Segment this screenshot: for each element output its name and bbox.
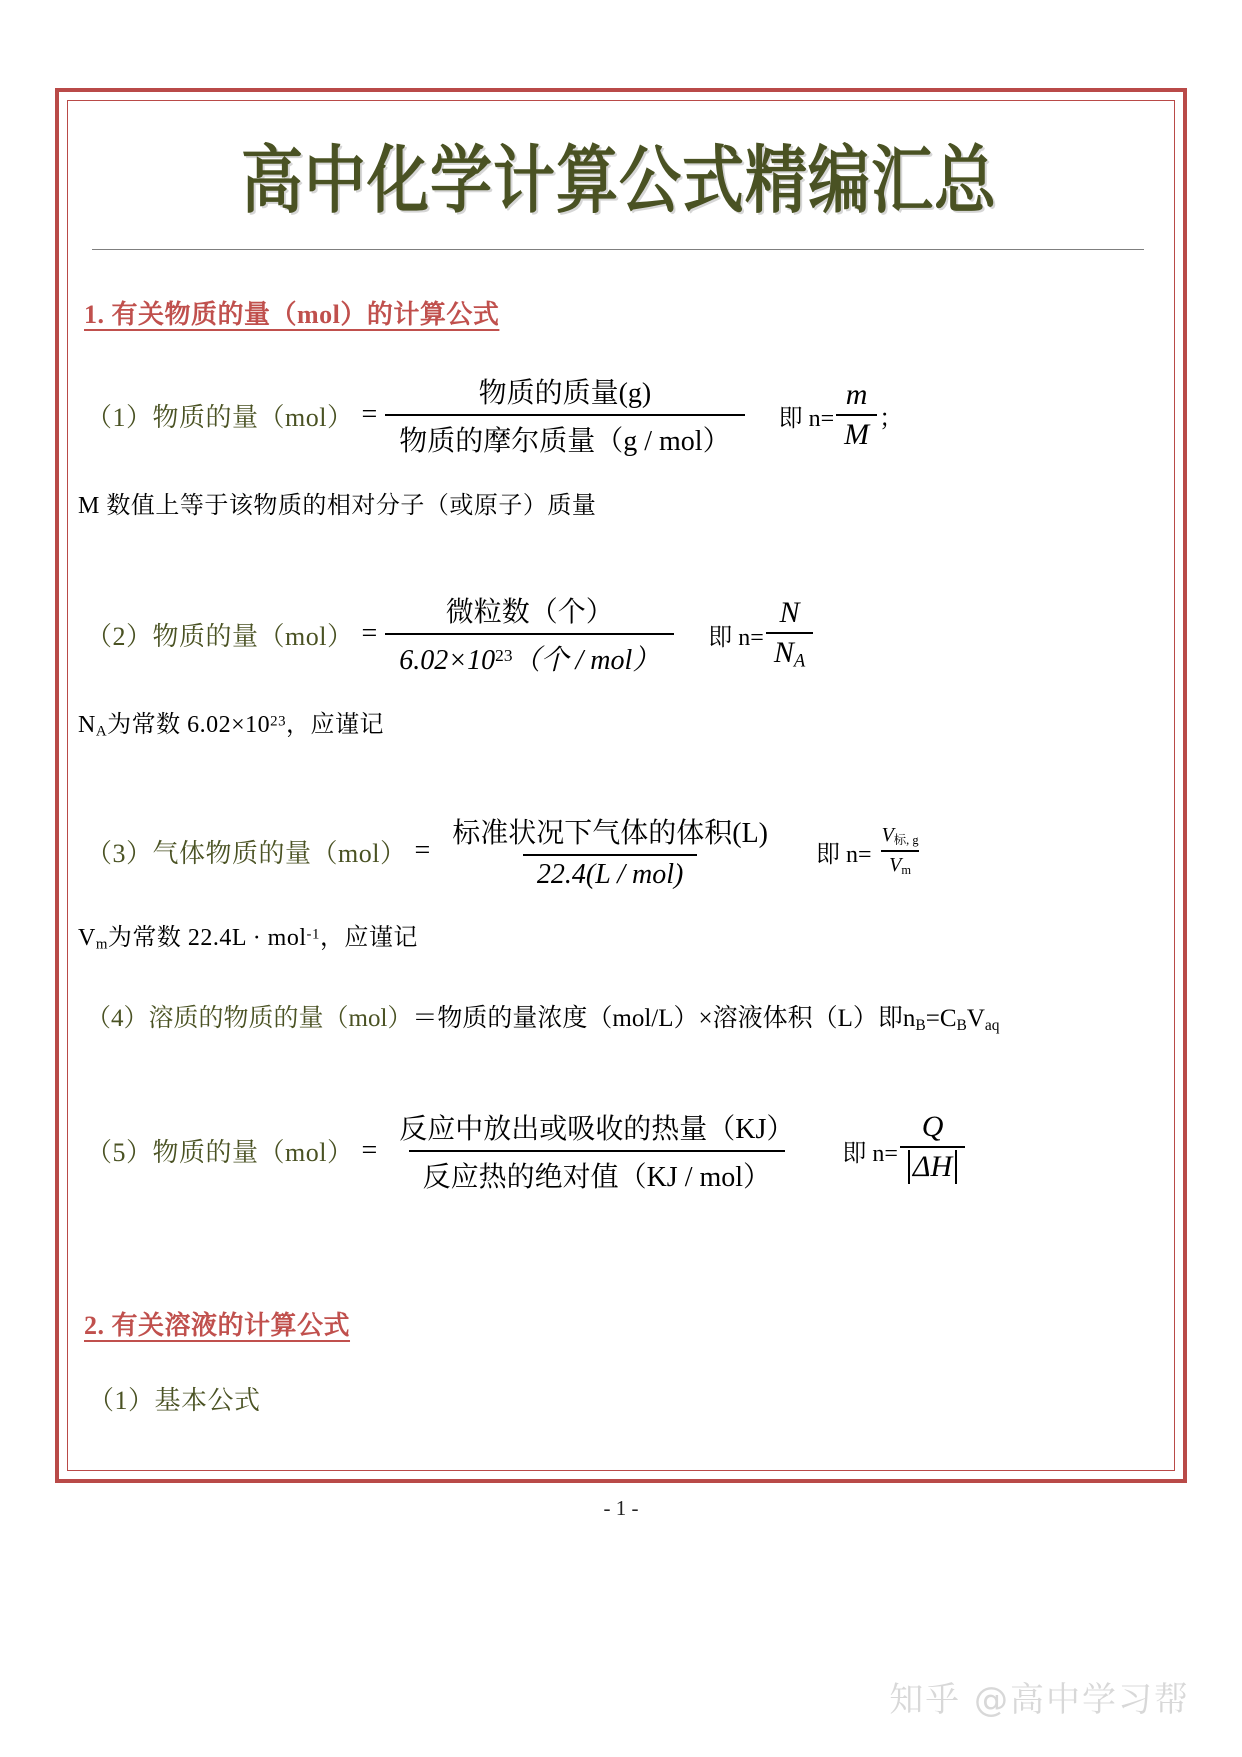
note-subscript: m [95, 936, 108, 953]
fraction-denominator: 22.4(L / mol) [523, 854, 698, 891]
result-numerator: Q [921, 1110, 944, 1144]
result-fraction [836, 378, 877, 452]
result-c-sub: B [956, 1016, 967, 1034]
result-prefix: 即 n= [708, 624, 764, 651]
result-tail: ； [879, 405, 904, 432]
fraction-denominator: 物质的摩尔质量（g / mol） [385, 414, 744, 459]
fraction-numerator: 反应中放出或吸收的热量（KJ） [399, 1113, 795, 1145]
fraction-1-5 [385, 1107, 808, 1195]
note-tail: ，应谨记 [319, 925, 418, 952]
result-denominator: $V_m$ [881, 850, 919, 878]
section-heading-2: 2. 有关溶液的计算公式 [84, 1310, 351, 1340]
note-1-2 [78, 704, 1164, 741]
result-denominator: M [836, 414, 877, 452]
fraction-1-1 [385, 371, 744, 459]
fraction-1-3 [438, 811, 782, 891]
page-number: - 1 - [603, 1496, 639, 1520]
result-fraction [900, 1110, 965, 1191]
denominator-unit: （个 / mol） [512, 645, 661, 677]
note-1-1: M 数值上等于该物质的相对分子（或原子）质量 [78, 493, 597, 520]
fraction-numerator: 微粒数（个） [445, 597, 614, 629]
fraction-denominator [385, 633, 674, 678]
result-numerator: $V_{标, g}$ [881, 823, 919, 848]
formula-row-1-4 [86, 998, 1164, 1035]
title-divider [92, 249, 1144, 250]
formula-body-1-4: ＝物质的量浓度（mol/L）×溶液体积（L）即 [412, 1004, 903, 1032]
fraction-numerator: 物质的质量(g) [478, 378, 652, 410]
result-eq: =C [925, 1004, 957, 1032]
denominator-exponent: 23 [495, 646, 513, 666]
formula-label-1-4: （4）溶质的物质的量（mol） [86, 1004, 413, 1032]
formula-result-1-4 [903, 1005, 1000, 1035]
fraction-denominator: 反应热的绝对值（KJ / mol） [409, 1150, 785, 1195]
document-content [74, 100, 1164, 1417]
formula-row-1-3 [86, 811, 1164, 891]
note-symbol: N [78, 712, 96, 739]
fraction-1-2 [385, 590, 674, 678]
formula-label-1-2: （2）物质的量（mol） [86, 621, 354, 651]
note-text: 为常数 22.4L · mol [107, 925, 307, 952]
note-1-3 [78, 917, 1164, 954]
formula-result-1-1 [779, 378, 904, 452]
note-exponent: -1 [306, 926, 320, 943]
formula-result-1-5 [842, 1110, 967, 1191]
watermark: 知乎 @高中学习帮 [889, 1680, 1190, 1720]
note-text: 为常数 6.02×10 [107, 712, 271, 739]
equals-sign: = [361, 618, 378, 650]
formula-row-1-1 [86, 371, 1164, 459]
formula-label-1-1: （1）物质的量（mol） [86, 402, 354, 432]
result-numerator: m [845, 378, 868, 412]
section-heading-1: 1. 有关物质的量（mol）的计算公式 [84, 300, 500, 330]
result-n-sub: B [915, 1016, 926, 1034]
formula-result-1-3 [816, 824, 929, 878]
formula-result-1-2 [708, 596, 815, 673]
formula-label-2-1: （1）基本公式 [88, 1385, 261, 1415]
equals-sign: = [414, 835, 431, 867]
fraction-numerator: 标准状况下气体的体积(L) [452, 818, 769, 850]
result-denominator-text: ΔH [912, 1150, 953, 1184]
result-denominator [900, 1146, 965, 1191]
note-symbol: V [78, 925, 96, 952]
note-tail: ，应谨记 [286, 712, 385, 739]
formula-label-1-3: （3）气体物质的量（mol） [86, 838, 407, 868]
result-numerator: N [779, 595, 800, 629]
result-prefix: 即 n= [816, 841, 872, 868]
result-denominator: $N_A$ [766, 632, 813, 673]
result-fraction [766, 596, 813, 673]
page-title: 高中化学计算公式精编汇总 [240, 136, 997, 223]
formula-label-1-5: （5）物质的量（mol） [86, 1138, 354, 1168]
result-n: n [902, 1004, 916, 1032]
note-exponent: 23 [270, 713, 287, 730]
formula-row-1-2 [86, 590, 1164, 678]
note-subscript: A [95, 724, 108, 741]
result-fraction [874, 824, 927, 878]
result-v: V [966, 1004, 985, 1032]
result-v-sub: aq [984, 1016, 1000, 1034]
formula-row-1-5 [86, 1107, 1164, 1195]
equals-sign: = [361, 399, 378, 431]
denominator-coefficient: 6.02×10 [399, 645, 496, 677]
result-prefix: 即 n= [778, 405, 835, 432]
equals-sign: = [361, 1134, 378, 1166]
result-prefix: 即 n= [842, 1141, 898, 1168]
